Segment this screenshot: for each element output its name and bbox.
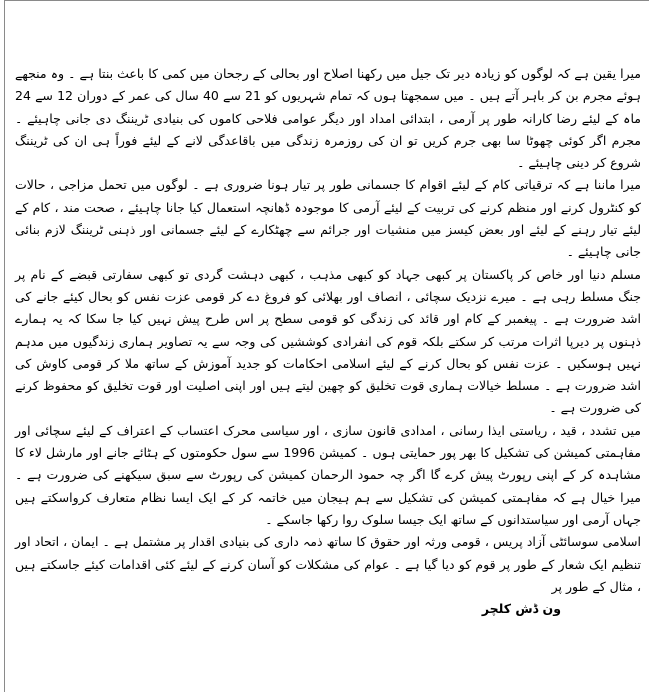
closing-line: ون ڈش کلچر <box>481 601 561 617</box>
paragraph-prison-reform: میرا یقین ہے کہ لوگوں کو زیادہ دیر تک جیل میں رکھنا اصلاح اور بحالی کے رجحان میں کمی کا باعث بنتا ہے ۔ وہ منجھے ہوئے مجرم بن کر باہر آتے ہیں ۔ میں سمجھتا ہوں کہ تمام شہریوں کو 21 سے 40 سال کی عمر کے دوران 12 سے 24 ماہ کے لیئے رضا کارانہ طور پر آرمی ، ابتدائی امداد اور دیگر عوامی فلاحی کاموں کی بنیادی ٹریننگ دی جانی چاہیئے ۔ مجرم اگر کوئی چھوٹا سا بھی جرم کریں تو ان کی روزمرہ زندگی میں باقاعدگی لانے کے لیئے فوراً ہی ان کی ٹریننگ شروع کر دینی چاہیئے ۔ <box>15 66 642 171</box>
paragraph-islamic-society: اسلامی سوسائٹی آزاد پریس ، قومی ورثہ اور حقوق کا ساتھ ذمہ داری کی بنیادی اقدار پر مشتمل ہے ۔ ایمان ، اتحاد اور تنظیم ایک شعار کے طور پر قوم کو دیا گیا ہے ۔ عوام کی مشکلات کو آسان کرنے کے لیئے کئی اقدامات کیئے جاسکتے ہیں ، مثال کے طور پر <box>15 534 641 594</box>
paragraph-national-self-respect: مسلم دنیا اور خاص کر پاکستان پر کبھی جہاد کو کبھی مذہب ، کبھی دہشت گردی تو کبھی سفارتی قبضے کے نام پر جنگ مسلط رہی ہے ۔ میرے نزدیک سچائی ، انصاف اور بھلائی کو فروغ دے کر قومی عزت نفس کو بحال کیئے جانے کی اشد ضرورت ہے ۔ پیغمبر کے کام اور قائد کی زندگی کو قومی سطح پر اس طرح پیش نہیں کیا جا سکا کہ یہ ہمارے ذہنوں پر دیرپا اثرات مرتب کر سکتے بلکہ قوم کی انفرادی کوششیں کی وجہ سے یہ تصاویر ہماری زندگیوں میں مدہم نہیں ہوسکیں ۔ عزت نفس کو بحال کرنے کے لیئے اسلامی احکامات کو جدید آموزش کے ساتھ ملا کر قومی کاوش کی اشد ضرورت ہے ۔ مسلط خیالات ہماری قوت تخلیق کو چھین لیتے ہیں اور اپنی اصلیت اور قوت تخلیق کو محفوظ کرنے کی ضرورت ہے ۔ <box>15 266 641 416</box>
paragraph-truth-commission: میں تشدد ، قید ، ریاستی ایذا رسانی ، امدادی قانون سازی ، اور سیاسی محرک اعتساب کے اعتراف کے لیئے سچائی اور مفاہمتی کمیشن کی تشکیل کا بھر پور حمایتی ہوں ۔ کمیشن 1996 سے سول حکومتوں کے ہٹائے جانے اور مارشل لاء کا مشاہدہ کر کے اپنی رپورٹ پیش کرے گا اگر چہ حمود الرحمان کمیشن کی رپورٹ سے سبق سیکھنے کی ضرورت ہے ۔ میرا خیال ہے کہ مفاہمتی کمیشن کی تشکیل سے ہم ہیجان میں خاتمہ کر کے ایک ایسا نظام متعارف کرواسکتے ہیں جہاں آرمی اور سیاستدانوں کے ساتھ ایک جیسا سلوک روا رکھا جاسکے ۔ <box>15 422 641 527</box>
paragraph-physical-training: میرا ماننا ہے کہ ترقیاتی کام کے لیئے اقوام کا جسمانی طور پر تیار ہونا ضروری ہے ۔ لوگوں میں تحمل مزاجی ، حالات کو کنٹرول کرنے اور منظم کرنے کی تربیت کے لیئے آرمی کا موجودہ ڈھانچہ استعمال کیا جانا چاہیئے ، صحت مند ، کام کے لیئے تیار رہنے کے لیئے اور بعض کیسز میں منشیات اور جرائم سے چھٹکارے کے لیئے جسمانی اور ذہنی ٹریننگ لازم بنائی جانی چاہیئے ۔ <box>15 177 641 260</box>
document-page <box>4 0 649 692</box>
document-body <box>15 63 641 620</box>
